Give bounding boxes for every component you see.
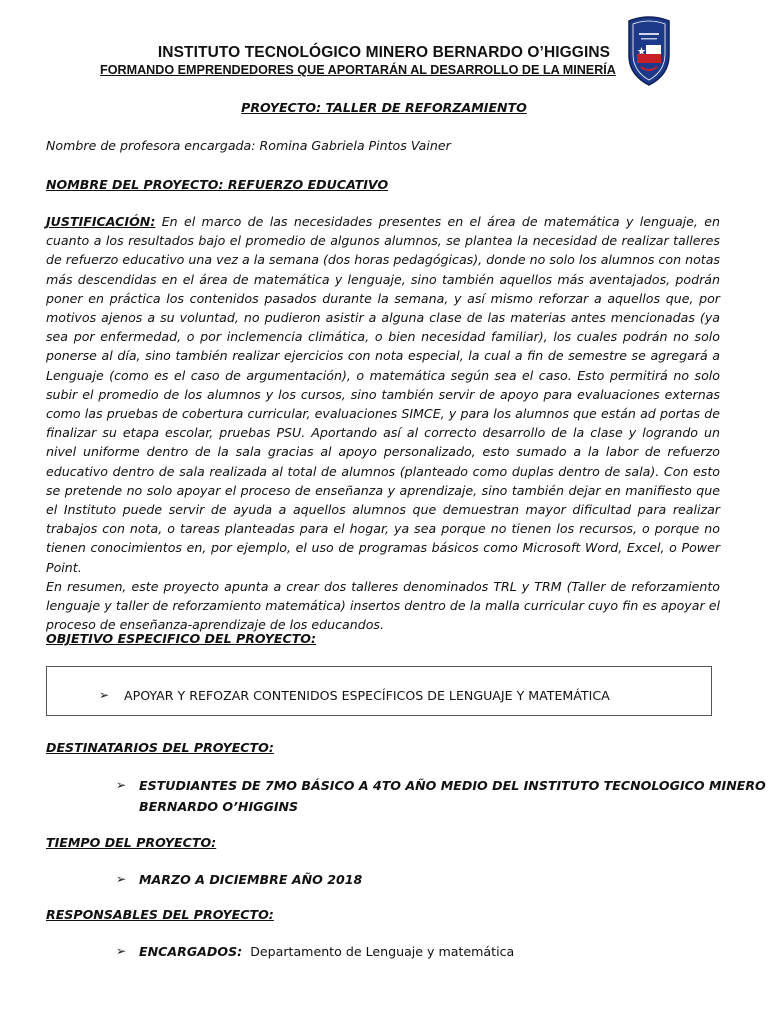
- objective-heading: OBJETIVO ESPECIFICO DEL PROYECTO:: [46, 631, 317, 646]
- recipients-line-1: ESTUDIANTES DE 7MO BÁSICO A 4TO AÑO MEDIO DEL INSTITUTO TECNOLOGICO MINERO: [139, 778, 766, 793]
- arrow-bullet-icon: ➢: [99, 688, 110, 702]
- objective-item: APOYAR Y REFOZAR CONTENIDOS ESPECÍFICOS DE LENGUAJE Y MATEMÁTICA: [124, 688, 610, 703]
- arrow-bullet-icon: ➢: [116, 778, 127, 792]
- time-item: MARZO A DICIEMBRE AÑO 2018: [139, 872, 363, 887]
- justification-label: JUSTIFICACIÓN:: [46, 214, 156, 229]
- institute-motto: FORMANDO EMPRENDEDORES QUE APORTARÁN AL DESARROLLO DE LA MINERÍA: [100, 63, 616, 77]
- justification-paragraph-2: En resumen, este proyecto apunta a crear dos talleres denominados TRL y TRM (Taller de reforzamiento lenguaje y taller de reforzamiento matemática) insertos dentro de la malla curricular cuyo fin es apoyar el proceso de enseñanza-aprendizaje de los educandos.: [46, 578, 720, 633]
- institute-logo: [627, 15, 671, 87]
- responsible-label: ENCARGADOS:: [139, 944, 243, 959]
- institute-name: INSTITUTO TECNOLÓGICO MINERO BERNARDO O’HIGGINS: [157, 44, 611, 61]
- arrow-bullet-icon: ➢: [116, 944, 127, 958]
- objective-box: [46, 666, 712, 716]
- arrow-bullet-icon: ➢: [116, 872, 127, 886]
- project-heading: PROYECTO: TALLER DE REFORZAMIENTO: [241, 100, 527, 115]
- recipients-line-2: BERNARDO O’HIGGINS: [139, 799, 299, 814]
- responsible-heading: RESPONSABLES DEL PROYECTO:: [46, 907, 274, 922]
- recipients-heading: DESTINATARIOS DEL PROYECTO:: [46, 740, 274, 755]
- project-name: NOMBRE DEL PROYECTO: REFUERZO EDUCATIVO: [46, 177, 389, 192]
- justification-paragraph-1: En el marco de las necesidades presentes en el área de matemática y lenguaje, en cuanto a los resultados bajo el promedio de algunos alumnos, se plantea la necesidad de realizar talleres de refuerzo educativo una vez a la semana (dos horas pedagógicas), donde no solo los alumnos con notas más descendidas en el área de matemática y lenguaje, sino también aquellos más aventajados, podrán poner en práctica los contenidos pasados durante la semana, y así mismo reforzar a aquellos que, por motivos ajenos a su voluntad, no pudieron asistir a alguna clase de las materias antes mencionadas (ya sea por enfermedad, o por inclemencia climática, o bien necesidad familiar), los cuales podrán no solo ponerse al día, sino también realizar ejercicios con nota especial, la cual a fin de semestre se agregará a Lenguaje (como es el caso de argumentación), o matemática según sea el caso. Esto permitirá no solo subir el promedio de los alumnos y los cursos, sino también servir de apoyo para evaluaciones externas como las pruebas de cobertura curricular, evaluaciones SIMCE, y para los alumnos que están ad portas de finalizar su etapa escolar, pruebas PSU. Aportando así al correcto desarrollo de la clase y logrando un nivel uniforme dentro de la sala gracias al apoyo personalizado, esto sumado a la labor de refuerzo educativo dentro de sala realizada al total de alumnos (planteado como duplas dentro de sala). Con esto se pretende no solo apoyar el proceso de enseñanza y aprendizaje, sino también dejar en manifiesto que el Instituto puede servir de ayuda a aquellos alumnos que demuestran mayor dificultad para realizar trabajos con nota, o tareas planteadas para el hogar, ya sea porque no tienen los recursos, o porque no tienen conocimientos en, por ejemplo, el uso de programas básicos como Microsoft Word, Excel, o Power Point.: [46, 214, 720, 575]
- responsible-item: [139, 944, 514, 959]
- teacher-line: Nombre de profesora encargada: Romina Gabriela Pintos Vainer: [46, 138, 451, 153]
- time-heading: TIEMPO DEL PROYECTO:: [46, 835, 217, 850]
- responsible-value: Departamento de Lenguaje y matemática: [242, 944, 515, 959]
- justification-section: [46, 212, 720, 634]
